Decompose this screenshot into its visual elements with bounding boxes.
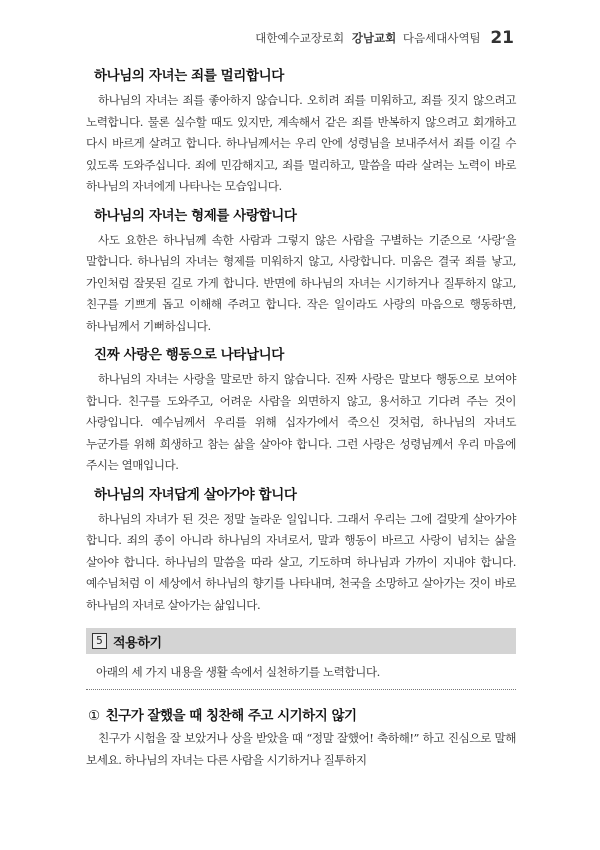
page-content [86,64,516,771]
section-body: 하나님의 자녀가 된 것은 정말 놀라운 일입니다. 그래서 우리는 그에 걸맞게 살아가야 합니다. 죄의 종이 아니라 하나님의 자녀로서, 말과 행동이 바르고 사랑이 넘치는 삶을 살아야 합니다. 하나님의 말씀을 따라 살고, 기도하며 하나님과 가까이 지내야 합니다. 예수님처럼 이 세상에서 하나님의 향기를 나타내며, 천국을 소망하고 살아가는 것이 바로 하나님의 자녀로 살아가는 삶입니다. [86,511,516,612]
page-number: 21 [490,28,514,48]
page-header [86,28,514,48]
section-body: 하나님의 자녀는 죄를 좋아하지 않습니다. 오히려 죄를 미워하고, 죄를 짓지 않으려고 노력합니다. 물론 실수할 때도 있지만, 계속해서 같은 죄를 반복하지 않으려고 회개하고 다시 바르게 살려고 합니다. 하나님께서는 우리 안에 성령님을 보내주셔서 죄를 이길 수 있도록 도와주십니다. 죄에 민감해지고, 죄를 멀리하고, 말씀을 따라 살려는 노력이 바로 하나님의 자녀에게 나타나는 모습입니다. [86,93,516,193]
section-title: 하나님의 자녀답게 살아가야 합니다 [94,486,297,503]
header-dept: 다음세대사역팀 [402,31,481,45]
section-title: 진짜 사랑은 행동으로 나타납니다 [94,347,284,363]
section-love-brothers [86,204,516,338]
section-body: 사도 요한은 하나님께 속한 사람과 그렇지 않은 사람을 구별하는 기준으로 ‘사랑’을 말합니다. 하나님의 자녀는 형제를 미워하지 않고, 사랑합니다. 미움은 결국 죄를 낳고, 가인처럼 잘못된 길로 가게 합니다. 반면에 하나님의 자녀는 시기하거나 질투하지 않고, 친구를 기쁘게 돕고 이해해 주려고 합니다. 작은 일이라도 사랑의 마음으로 행동하면, 하나님께서 기뻐하십니다. [86,232,516,333]
section-love-in-action [86,343,516,477]
section-title: 하나님의 자녀는 형제를 사랑합니다 [94,207,297,224]
apply-number-box: 5 [92,633,107,649]
section-title: 하나님의 자녀는 죄를 멀리합니다 [94,68,284,84]
header-church: 강남교회 [351,31,397,45]
item-title-text: 친구가 잘했을 때 칭찬해 주고 시기하지 않기 [105,708,357,724]
item-marker: ① [88,708,100,724]
section-avoid-sin [86,64,516,198]
apply-label: 적용하기 [113,635,162,651]
apply-intro: 아래의 세 가지 내용을 생활 속에서 실천하기를 노력합니다. [86,654,516,690]
apply-item-title [86,704,516,724]
header-org: 대한예수교장로회 [255,31,345,45]
apply-section-header [86,628,516,654]
section-live-as-children [86,483,516,617]
section-body: 하나님의 자녀는 사랑을 말로만 하지 않습니다. 진짜 사랑은 말보다 행동으로 보여야 합니다. 친구를 도와주고, 어려운 사람을 외면하지 않고, 용서하고 기다려 주는 것이 사랑입니다. 예수님께서 우리를 위해 십자가에서 죽으신 것처럼, 하나님의 자녀도 누군가를 위해 희생하고 참는 삶을 살아야 합니다. 그런 사랑은 성령님께서 우리 마음에 주시는 열매입니다. [86,372,516,472]
apply-item-body: 친구가 시험을 잘 보았거나 상을 받았을 때 “정말 잘했어! 축하해!” 하고 진심으로 말해 보세요. 하나님의 자녀는 다른 사람을 시기하거나 질투하지 [86,731,516,767]
